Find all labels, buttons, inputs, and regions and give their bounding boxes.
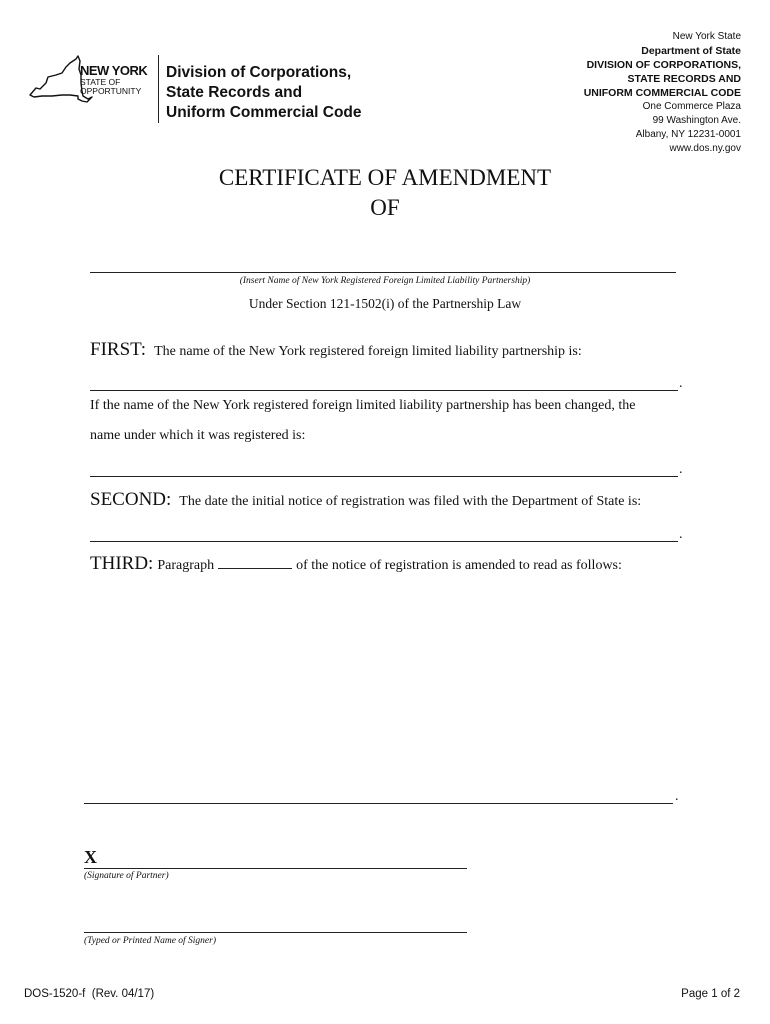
amendment-end-line bbox=[84, 803, 673, 804]
address-website: www.dos.ny.gov bbox=[669, 143, 741, 154]
partnership-name-caption: (Insert Name of New York Registered Foreign Limited Liability Partnership) bbox=[239, 276, 531, 286]
address-street-1: One Commerce Plaza bbox=[642, 101, 741, 112]
registered-name-field[interactable] bbox=[90, 476, 678, 477]
period-mark: . bbox=[679, 527, 683, 542]
new-york-wordmark: NEW YORK bbox=[80, 63, 148, 78]
page-title: CERTIFICATE OF AMENDMENT bbox=[218, 165, 552, 190]
signature-field[interactable] bbox=[84, 868, 467, 869]
address-division-1: DIVISION OF CORPORATIONS, bbox=[586, 59, 741, 71]
third-label: THIRD: bbox=[90, 553, 154, 574]
address-division-2: STATE RECORDS AND bbox=[627, 73, 741, 85]
partnership-name-field[interactable] bbox=[90, 272, 676, 273]
signature-caption: (Signature of Partner) bbox=[84, 871, 169, 881]
second-label: SECOND: bbox=[90, 489, 172, 510]
first-text: The name of the New York registered foreign limited liability partnership is: bbox=[154, 344, 582, 359]
page-title-of: OF bbox=[370, 195, 400, 220]
division-name: Division of Corporations, State Records and Uniform Commercial Code bbox=[166, 64, 362, 121]
agency-address bbox=[584, 30, 741, 156]
period-mark: . bbox=[679, 462, 683, 477]
third-text-after: of the notice of registration is amended to read as follows: bbox=[296, 558, 622, 573]
period-mark: . bbox=[675, 789, 679, 804]
changed-name-text-1: If the name of the New York registered foreign limited liability partnership has been changed, the bbox=[90, 398, 636, 413]
address-division-3: UNIFORM COMMERCIAL CODE bbox=[583, 87, 741, 99]
second-text: The date the initial notice of registration was filed with the Department of State is: bbox=[179, 494, 642, 509]
paragraph-number-field[interactable] bbox=[218, 558, 292, 569]
third-paragraph bbox=[90, 553, 622, 575]
signer-name-caption: (Typed or Printed Name of Signer) bbox=[84, 936, 217, 946]
current-name-field[interactable] bbox=[90, 390, 678, 391]
period-mark: . bbox=[679, 376, 683, 391]
state-of-opportunity: STATE OF OPPORTUNITY bbox=[80, 77, 142, 96]
logo-divider bbox=[158, 55, 159, 123]
address-state: New York State bbox=[672, 31, 741, 42]
amendment-text-area[interactable] bbox=[90, 585, 678, 795]
changed-name-text-2: name under which it was registered is: bbox=[90, 428, 306, 443]
second-paragraph bbox=[90, 489, 641, 511]
address-dept: Department of State bbox=[641, 45, 741, 57]
filing-date-field[interactable] bbox=[90, 541, 678, 542]
signature-x-mark: X bbox=[84, 847, 97, 867]
signer-name-field[interactable] bbox=[84, 932, 467, 933]
form-id: DOS-1520-f (Rev. 04/17) bbox=[24, 988, 155, 1000]
first-label: FIRST: bbox=[90, 339, 147, 360]
address-city: Albany, NY 12231-0001 bbox=[635, 129, 741, 140]
page-number: Page 1 of 2 bbox=[681, 988, 740, 1000]
first-paragraph bbox=[90, 339, 582, 361]
third-text-before: Paragraph bbox=[157, 558, 215, 573]
under-section-text: Under Section 121-1502(i) of the Partnership Law bbox=[248, 296, 522, 311]
address-street-2: 99 Washington Ave. bbox=[652, 115, 741, 126]
